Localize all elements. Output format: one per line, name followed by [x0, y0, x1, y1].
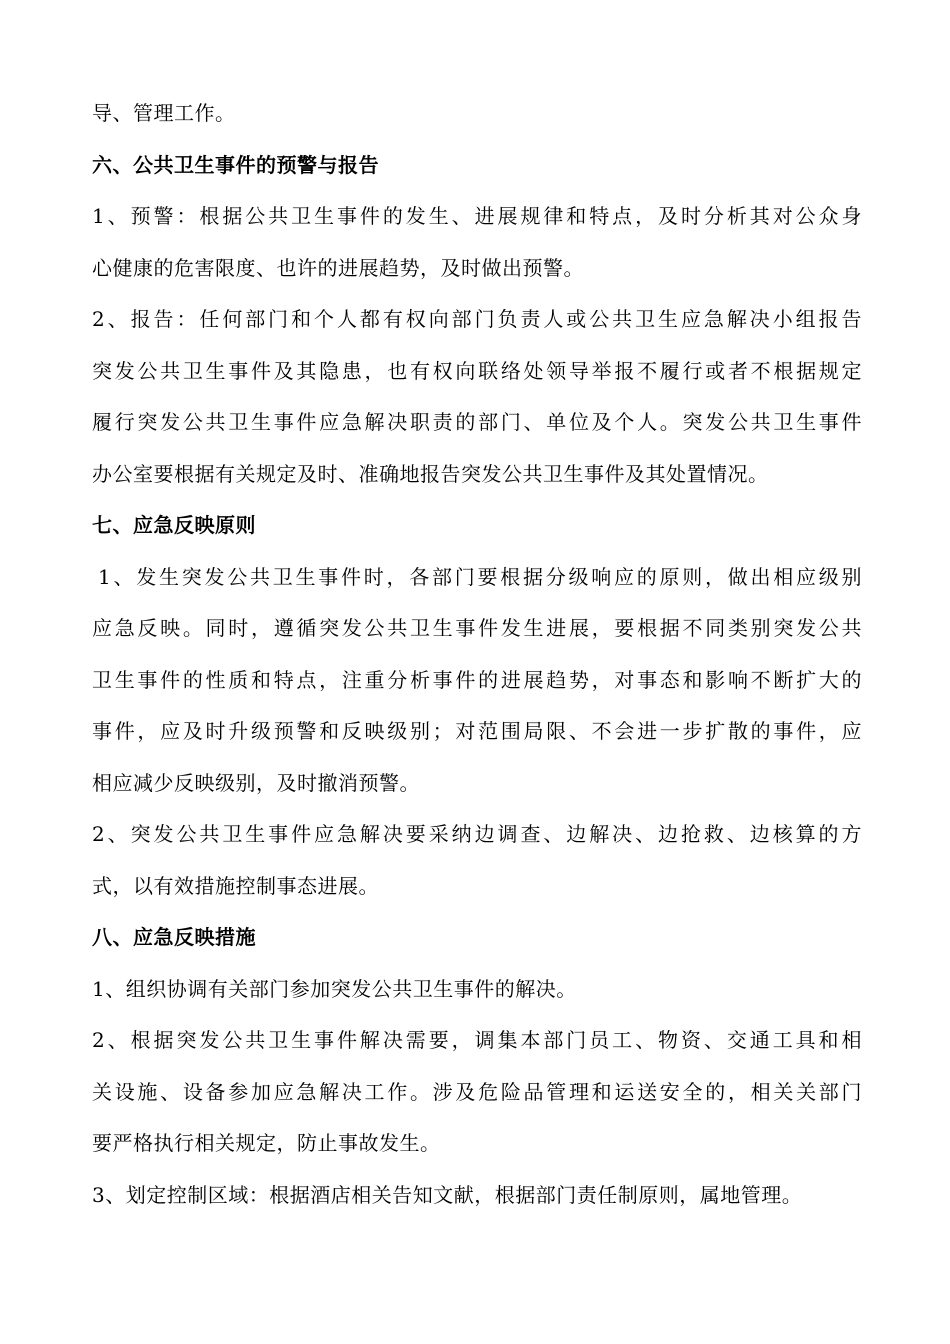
- text-line: 1、预警：根据公共卫生事件的发生、进展规律和特点，及时分析其对公众身: [92, 204, 862, 228]
- text-line: 相应减少反映级别，及时撤消预警。: [92, 770, 420, 795]
- text-line: 1、发生突发公共卫生事件时，各部门要根据分级响应的原则，做出相应级别: [98, 564, 862, 589]
- text-line: 关设施、设备参加应急解决工作。涉及危险品管理和运送安全的，相关关部门: [92, 1079, 862, 1104]
- text-line: 1、组织协调有关部门参加突发公共卫生事件的解决。: [92, 976, 577, 1001]
- text-line: 2、突发公共卫生事件应急解决要采纳边调查、边解决、边抢救、边核算的方: [92, 822, 862, 846]
- text-line: 2、根据突发公共卫生事件解决需要，调集本部门员工、物资、交通工具和相: [92, 1028, 862, 1052]
- text-line: 心健康的危害限度、也许的进展趋势，及时做出预警。: [92, 255, 584, 280]
- document-page: [92, 88, 862, 1221]
- text-line: 式，以有效措施控制事态进展。: [92, 873, 379, 898]
- text-line: 导、管理工作。: [92, 101, 236, 125]
- text-line: 应急反映。同时，遵循突发公共卫生事件发生进展，要根据不同类别突发公共: [92, 616, 862, 640]
- section-heading-7: 七、应急反映原则: [92, 513, 256, 537]
- text-line: 3、划定控制区域：根据酒店相关告知文献，根据部门责任制原则，属地管理。: [92, 1182, 803, 1207]
- text-line: 2、报告：任何部门和个人都有权向部门负责人或公共卫生应急解决小组报告: [92, 307, 862, 331]
- text-line: 突发公共卫生事件及其隐患，也有权向联络处领导举报不履行或者不根据规定: [92, 358, 862, 383]
- text-line: 办公室要根据有关规定及时、准确地报告突发公共卫生事件及其处置情况。: [92, 461, 769, 486]
- text-line: 卫生事件的性质和特点，注重分析事件的进展趋势，对事态和影响不断扩大的: [92, 667, 862, 692]
- text-line: 事件，应及时升级预警和反映级别；对范围局限、不会进一步扩散的事件，应: [92, 719, 862, 743]
- section-heading-6: 六、公共卫生事件的预警与报告: [92, 152, 379, 177]
- text-line: 履行突发公共卫生事件应急解决职责的部门、单位及个人。突发公共卫生事件: [92, 410, 862, 434]
- section-heading-8: 八、应急反映措施: [92, 925, 256, 949]
- text-line: 要严格执行相关规定，防止事故发生。: [92, 1131, 441, 1155]
